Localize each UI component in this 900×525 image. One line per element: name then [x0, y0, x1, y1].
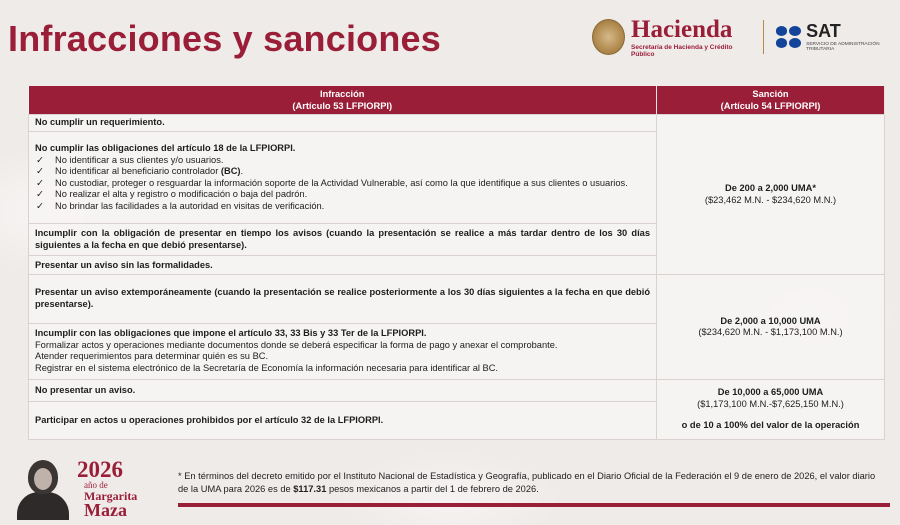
header-sancion: Sanción (Artículo 54 LFPIORPI) [657, 86, 885, 115]
sanction-cell: De 2,000 a 10,000 UMA ($234,620 M.N. - $1,173,100 M.N.) [657, 275, 885, 379]
requirements-list [35, 155, 650, 213]
sanction-cell: De 10,000 a 65,000 UMA ($1,173,100 M.N.-$7,625,150 M.N.) o de 10 a 100% del valor de la operación [657, 379, 885, 439]
sat-logo-icon [776, 26, 802, 48]
sanction-cell: De 200 a 2,000 UMA* ($23,462 M.N. - $234,620 M.N.) [657, 115, 885, 275]
table-header-row [29, 86, 885, 115]
sat-name: SAT [806, 21, 841, 41]
check-icon: ✓ [36, 154, 44, 165]
uma-footnote: * En términos del decreto emitido por el Instituto Nacional de Estadística y Geografía, publicado en el Diario Oficial de la Federación el 9 de enero de 2026, el valor diario de la UMA para 2026 es de $117.31 pesos mexicanos a partir del 1 de febrero de 2026. [178, 471, 876, 494]
header-infraccion: Infracción (Artículo 53 LFPIORPI) [29, 86, 657, 115]
year-text: año de [84, 480, 108, 490]
page-title: Infracciones y sanciones [8, 18, 441, 59]
margarita-maza-portrait [14, 458, 72, 520]
hacienda-logo [631, 17, 747, 58]
table-row [29, 115, 885, 132]
logo-divider [763, 20, 764, 54]
infraction-cell: Incumplir con la obligación de presentar en tiempo los avisos (cuando la presentación se realice a más tardar dentro de los 30 días siguientes a la fecha en que debió presentarse). [29, 224, 657, 256]
list-item: ✓ No identificar al beneficiario controlador (BC). [36, 166, 244, 177]
infraction-cell: No presentar un aviso. [29, 379, 657, 401]
list-item: ✓ No brindar las facilidades a la autoridad en visitas de verificación. [36, 200, 325, 211]
table-row [29, 275, 885, 323]
infraction-cell: Presentar un aviso sin las formalidades. [29, 256, 657, 275]
national-seal-icon [592, 19, 625, 55]
hacienda-name: Hacienda [631, 15, 733, 43]
check-icon: ✓ [36, 189, 44, 200]
check-icon: ✓ [36, 200, 44, 211]
footer-bar [178, 503, 890, 507]
check-icon: ✓ [36, 166, 44, 177]
hacienda-subtitle: Secretaría de Hacienda y Crédito Público [631, 43, 733, 58]
name-last: Maza [84, 500, 127, 520]
year-label: 2026 [77, 457, 123, 482]
check-icon: ✓ [36, 177, 44, 188]
header-logos [592, 14, 900, 60]
infraction-cell: No cumplir un requerimiento. [29, 115, 657, 132]
list-item: ✓ No realizar el alta y registro o modificación o baja del padrón. [36, 189, 308, 200]
infraction-cell: Participar en actos u operaciones prohibidos por el artículo 32 de la LFPIORPI. [29, 401, 657, 439]
table-row [29, 379, 885, 401]
sat-subtitle: SERVICIO DE ADMINISTRACIÓN TRIBUTARIA [806, 42, 880, 52]
sat-logo [806, 22, 900, 52]
list-item: ✓ No identificar a sus clientes y/o usuarios. [36, 154, 224, 165]
infraction-cell: Presentar un aviso extemporáneamente (cuando la presentación se realice posteriormente a los 30 días siguientes a la fecha en que debió presentarse). [29, 275, 657, 323]
sanctions-table [28, 86, 885, 440]
list-item: ✓ No custodiar, proteger o resguardar la información soporte de la Actividad Vulnerable, así como la que identifique a sus clientes o usuarios. [36, 177, 628, 188]
infraction-cell: Incumplir con las obligaciones que impone el artículo 33, 33 Bis y 33 Ter de la LFPIORPI. Formalizar actos y operaciones mediante documentos donde se deberá especificar la forma de pago y anexar el comprobante. Atender requerimientos para determinar quién es su BC. Registrar en el sistema electrónico de la Secretaría de Economía la información necesaria para identificar al BC. [29, 323, 657, 379]
name-first: Margarita [84, 489, 138, 503]
infraction-cell: No cumplir las obligaciones del artículo 18 de la LFPIORPI. ✓ No identificar a sus clientes y/o usuarios. ✓ No identificar al beneficiario controlador (BC). ✓ No custodiar, proteger o resguardar la información soporte de la Actividad Vulnerable, así como la que identifique a sus clientes o usuarios. ✓ No realizar el alta y registro o modificación o baja del padrón. ✓ No brindar las facilidades a la autoridad en visitas de verificación. [29, 132, 657, 224]
